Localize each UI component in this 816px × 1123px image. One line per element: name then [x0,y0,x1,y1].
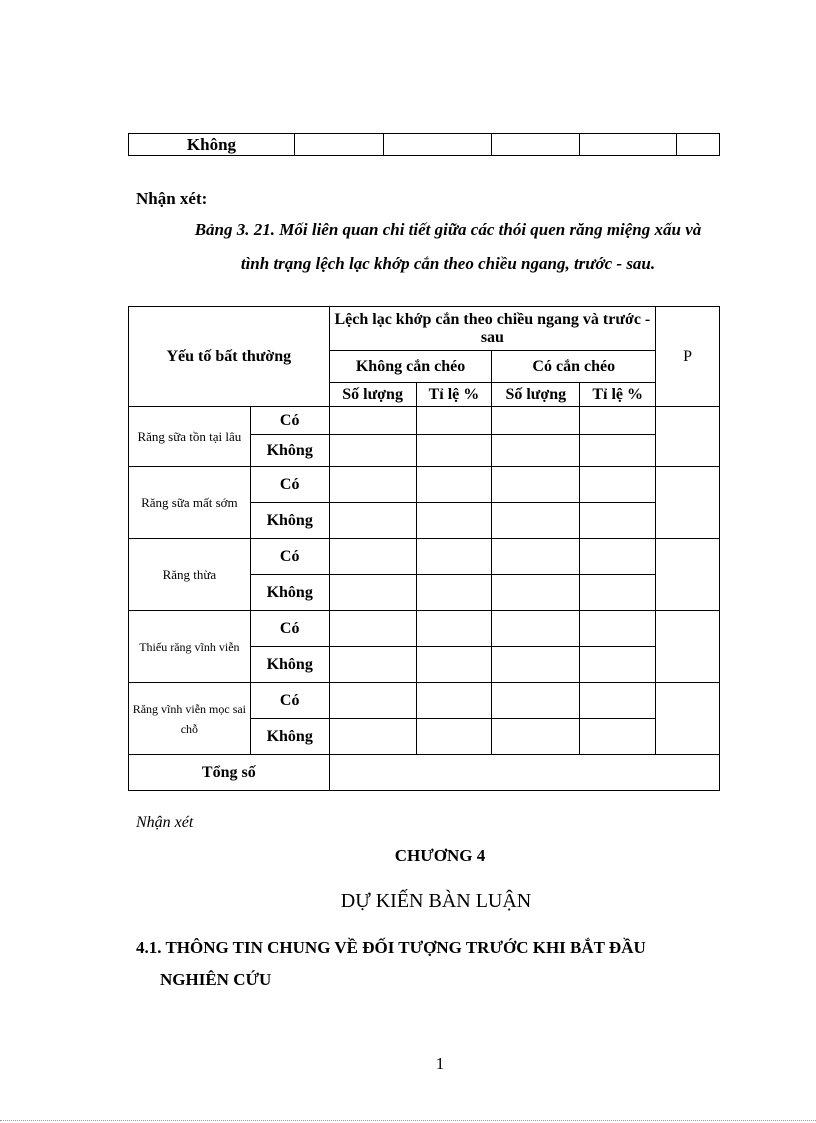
option-no: Không [250,647,329,683]
section-heading-line2: NGHIÊN CỨU [160,970,272,989]
option-no: Không [250,719,329,755]
option-no: Không [250,575,329,611]
remark-heading: Nhận xét: [136,189,208,208]
table-caption-line1: Bảng 3. 21. Mối liên quan chi tiết giữa các thói quen răng miệng xấu và [194,220,702,239]
p-value-cell [656,467,720,539]
page-number: 1 [435,1054,445,1073]
chapter-label: CHƯƠNG 4 [394,846,486,865]
factor-label: Răng sữa tồn tại lâu [129,407,251,467]
no-crossbite-header: Không cắn chéo [329,351,492,383]
p-value-cell [656,683,720,755]
percent-header: Tỉ lệ % [416,383,492,407]
table-caption-line2: tình trạng lệch lạc khớp cắn theo chiều ngang, trước - sau. [240,254,656,273]
option-no: Không [250,503,329,539]
crossbite-header: Có cắn chéo [492,351,656,383]
p-header: P [656,307,720,407]
total-label: Tổng số [129,755,330,791]
table-row [129,539,720,575]
table-row [129,407,720,435]
page-edge-divider [0,1120,816,1121]
table-row [129,683,720,719]
factor-header: Yếu tố bất thường [129,307,330,407]
option-yes: Có [250,407,329,435]
table-row [129,611,720,647]
p-value-cell [656,611,720,683]
percent-header: Tỉ lệ % [580,383,656,407]
factor-label: Răng vĩnh viễn mọc sai chỗ [129,683,251,755]
section-heading [136,932,756,996]
empty-cell [295,134,384,156]
total-value-cell [329,755,719,791]
option-no: Không [250,435,329,467]
chapter-title: DỰ KIẾN BÀN LUẬN [340,890,532,912]
option-yes: Có [250,467,329,503]
p-value-cell [656,407,720,467]
empty-cell [384,134,492,156]
table-row [129,134,720,156]
empty-cell [492,134,580,156]
previous-table-fragment [128,133,720,156]
count-header: Số lượng [492,383,580,407]
section-heading-line1: 4.1. THÔNG TIN CHUNG VỀ ĐỐI TƯỢNG TRƯỚC KHI BẮT ĐẦU [136,938,646,957]
option-yes: Có [250,683,329,719]
factor-label: Răng thừa [129,539,251,611]
count-header: Số lượng [329,383,416,407]
option-yes: Có [250,611,329,647]
total-row [129,755,720,791]
header-row [129,307,720,351]
empty-cell [580,134,677,156]
p-value-cell [656,539,720,611]
group-header: Lệch lạc khớp cắn theo chiều ngang và trước - sau [329,307,655,351]
factor-label: Thiếu răng vĩnh viễn [129,611,251,683]
table-row [129,467,720,503]
row-label: Không [129,134,295,156]
factor-label: Răng sữa mất sớm [129,467,251,539]
empty-cell [677,134,720,156]
habits-malocclusion-table [128,306,720,791]
option-yes: Có [250,539,329,575]
remark-note: Nhận xét [136,814,194,831]
